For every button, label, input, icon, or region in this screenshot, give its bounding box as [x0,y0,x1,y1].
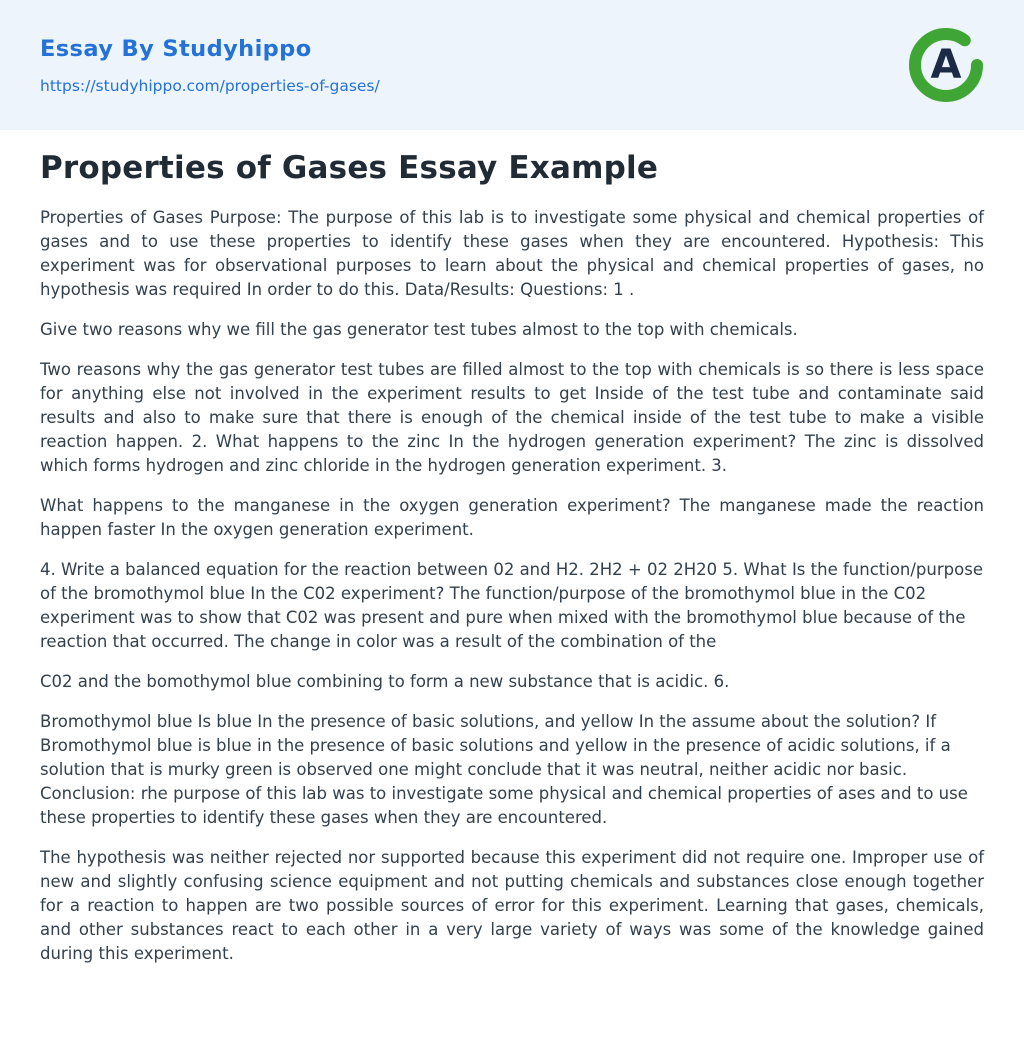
essay-content [0,130,1024,1042]
essay-paragraph: Two reasons why the gas generator test tubes are filled almost to the top with chemicals is so there is less space for anything else not involved in the experiment results to get Inside of the test tube and contaminate said results and also to make sure that there is enough of the chemical inside of the test tube to make a visible reaction happen. 2. What happens to the zinc In the hydrogen generation experiment? The zinc is dissolved which forms hydrogen and zinc chloride in the hydrogen generation experiment. 3. [40,360,984,475]
source-url-link[interactable]: https://studyhippo.com/properties-of-gases/ [40,76,380,95]
studyhippo-logo [906,25,986,105]
logo-letter: A [930,42,962,88]
header-text-block [40,36,380,95]
site-header [0,0,1024,130]
logo-graphic [906,25,986,105]
essay-paragraph: C02 and the bomothymol blue combining to form a new substance that is acidic. 6. [40,672,730,691]
essay-paragraph: What happens to the manganese in the oxygen generation experiment? The manganese made the reaction happen faster In the oxygen generation experiment. [40,496,984,539]
essay-paragraph: The hypothesis was neither rejected nor supported because this experiment did not require one. Improper use of new and slightly confusing science equipment and not putting chemicals and substances close enough together for a reaction to happen are two possible sources of error for this experiment. Learning that gases, chemicals, and other substances react to each other in a very large variety of ways was some of the knowledge gained during this experiment. [40,848,984,963]
site-name: Essay By Studyhippo [40,35,312,62]
essay-paragraph: Give two reasons why we fill the gas generator test tubes almost to the top with chemicals. [40,320,798,339]
essay-paragraph: Properties of Gases Purpose: The purpose of this lab is to investigate some physical and chemical properties of gases and to use these properties to identify these gases when they are encountered. Hypothesis: This experiment was for observational purposes to learn about the physical and chemical properties of gases, no hypothesis was required In order to do this. Data/Results: Questions: 1 . [40,208,984,299]
essay-paragraph: Bromothymol blue Is blue In the presence of basic solutions, and yellow In the assume about the solution? If Bromothymol blue is blue in the presence of basic solutions and yellow in the presence of acidic solutions, if a solution that is murky green is observed one might conclude that it was neutral, neither acidic nor basic. Conclusion: rhe purpose of this lab was to investigate some physical and chemical properties of ases and to use these properties to identify these gases when they are encountered. [40,712,968,827]
essay-paragraph: 4. Write a balanced equation for the reaction between 02 and H2. 2H2 + 02 2H20 5. What Is the function/purpose of the bromothymol blue In the C02 experiment? The function/purpose of the bromothymol blue in the C02 experiment was to show that C02 was present and pure when mixed with the bromothymol blue because of the reaction that occurred. The change in color was a result of the combination of the [40,560,983,651]
essay-title: Properties of Gases Essay Example [40,150,659,186]
